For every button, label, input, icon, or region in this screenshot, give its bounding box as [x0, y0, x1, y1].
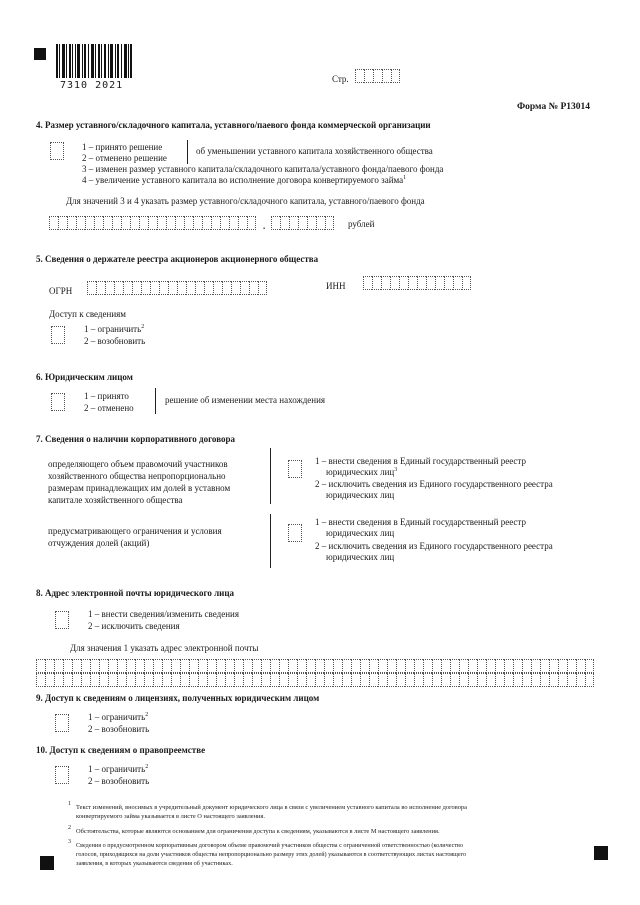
section-4-opt1: 1 – принято решение	[82, 142, 163, 152]
section-6-bracket-text: решение об изменении места нахождения	[165, 395, 326, 405]
section-7-block1-opt2b: юридических лиц	[326, 490, 395, 500]
section-7-block2-line1: предусматривающего ограничения и условия	[48, 526, 222, 536]
section-8-opt2: 2 – исключить сведения	[88, 621, 180, 631]
footnote-1-number: 1	[68, 801, 71, 807]
inn-label: ИНН	[326, 281, 346, 291]
section-10-choice-box[interactable]	[55, 766, 69, 784]
section-10-opt2: 2 – возобновить	[88, 776, 150, 786]
footnote-3-number: 3	[68, 839, 71, 845]
corner-marker-bottom-left	[40, 856, 54, 870]
barcode-number: 7310 2021	[60, 80, 124, 91]
section-4-title: 4. Размер уставного/складочного капитала, уставного/паевого фонда коммерческой организации	[36, 120, 431, 130]
section-6-opt2: 2 – отменено	[84, 403, 134, 413]
section-7-block1-line4: капитале хозяйственного общества	[48, 495, 183, 505]
section-10-opt1: 1 – ограничить$^2$	[88, 764, 149, 774]
section-4-choice-box[interactable]	[50, 142, 64, 160]
section-5-opt1: 1 – ограничить$^2$	[84, 324, 145, 334]
section-7-block1-opt1: 1 – внести сведения в Единый государственный реестр	[315, 456, 526, 466]
section-5-choice-box[interactable]	[51, 326, 65, 344]
section-7-block2-bracket	[270, 514, 271, 568]
section-4-opt2: 2 – отменено решение	[82, 153, 167, 163]
section-4-bracket-text: об уменьшении уставного капитала хозяйственного общества	[196, 146, 433, 156]
section-8-choice-box[interactable]	[55, 611, 69, 629]
email-field-row2[interactable]	[36, 673, 594, 687]
barcode	[56, 44, 132, 78]
section-7-block2-line2: отчуждения долей (акций)	[48, 538, 150, 548]
section-8-title: 8. Адрес электронной почты юридического лица	[36, 588, 235, 598]
section-4-opt3: 3 – изменен размер уставного капитала/складочного капитала/уставного фонда/паевого фонда	[82, 164, 444, 174]
section-7-block1-line1: определяющего объем правомочий участников	[48, 459, 228, 469]
section-4-note: Для значений 3 и 4 указать размер уставного/складочного капитала, уставного/паевого фонда	[66, 196, 425, 206]
section-9-choice-box[interactable]	[55, 714, 69, 732]
ogrn-label: ОГРН	[49, 286, 73, 296]
footnote-2-line1: Обстоятельства, которые являются основанием для ограничения доступа к сведениям, указываются в листе М настоящего заявления.	[76, 828, 440, 835]
section-7-block1-line3: размерам принадлежащих им долей в уставном	[48, 483, 231, 493]
section-9-title: 9. Доступ к сведениям о лицензиях, полученных юридическим лицом	[36, 693, 320, 703]
section-5-title: 5. Сведения о держателе реестра акционеров акционерного общества	[36, 254, 319, 264]
corner-marker-top-left	[34, 48, 46, 60]
section-7-block1-opt2: 2 – исключить сведения из Единого государственного реестра	[315, 479, 553, 489]
section-8-note: Для значения 1 указать адрес электронной почты	[70, 643, 259, 653]
capital-amount-field[interactable]	[49, 216, 256, 230]
currency-label: рублей	[348, 219, 375, 229]
section-7-block1-opt1b: юридических лиц$^3$	[326, 467, 398, 477]
section-6-title: 6. Юридическим лицом	[36, 372, 133, 382]
page-number-field[interactable]	[355, 69, 400, 83]
capital-kopecks-field[interactable]	[271, 216, 334, 230]
section-4-opt4: 4 – увеличение уставного капитала во исполнение договора конвертируемого займа$^1$	[82, 175, 407, 185]
section-7-block1-line2: хозяйственного общества непропорционально	[48, 471, 226, 481]
section-5-opt2: 2 – возобновить	[84, 336, 146, 346]
footnote-3-line2: голосов, приходящихся на доли участников общества непропорционально размеру этих долей) указываются в соответствующих листах настоящего	[76, 851, 467, 858]
inn-field[interactable]	[363, 276, 471, 290]
footnote-2-number: 2	[68, 825, 71, 831]
section-9-opt1: 1 – ограничить$^2$	[88, 712, 149, 722]
ogrn-field[interactable]	[87, 281, 267, 295]
corner-marker-bottom-right	[594, 846, 608, 860]
section-5-access-label: Доступ к сведениям	[49, 309, 126, 319]
footnote-1-line1: Текст изменений, вносимых в учредительный документ юридического лица в связи с увеличением уставного капитала во исполнение договора	[76, 804, 467, 811]
footnote-1-line2: конвертируемого займа указывается в листе О настоящего заявления.	[76, 813, 265, 820]
section-9-opt2: 2 – возобновить	[88, 724, 150, 734]
section-7-block1-choice-box[interactable]	[288, 460, 302, 478]
section-6-bracket	[155, 388, 156, 414]
section-7-block2-choice-box[interactable]	[288, 524, 302, 542]
section-7-block2-opt1b: юридических лиц	[326, 528, 395, 538]
decimal-point: .	[263, 221, 266, 231]
form-title: Форма № Р13014	[517, 102, 591, 112]
section-6-choice-box[interactable]	[51, 393, 65, 411]
email-field-row1[interactable]	[36, 659, 594, 673]
section-7-block2-opt2b: юридических лиц	[326, 552, 395, 562]
section-7-block2-opt2: 2 – исключить сведения из Единого государственного реестра	[315, 541, 553, 551]
section-7-title: 7. Сведения о наличии корпоративного договора	[36, 434, 236, 444]
section-4-bracket	[187, 140, 188, 164]
section-8-opt1: 1 – внести сведения/изменить сведения	[88, 609, 239, 619]
page-label: Стр.	[332, 74, 349, 84]
section-10-title: 10. Доступ к сведениям о правопреемстве	[36, 745, 206, 755]
footnote-3-line1: Сведения о предусмотренном корпоративным договором объеме правомочий участников общества с ограниченной ответственностью (количество	[76, 842, 464, 849]
footnote-3-line3: заявления, в которых указываются сведения об участниках.	[76, 860, 233, 867]
section-6-opt1: 1 – принято	[84, 391, 129, 401]
section-7-block2-opt1: 1 – внести сведения в Единый государственный реестр	[315, 517, 526, 527]
section-7-block1-bracket	[270, 448, 271, 504]
